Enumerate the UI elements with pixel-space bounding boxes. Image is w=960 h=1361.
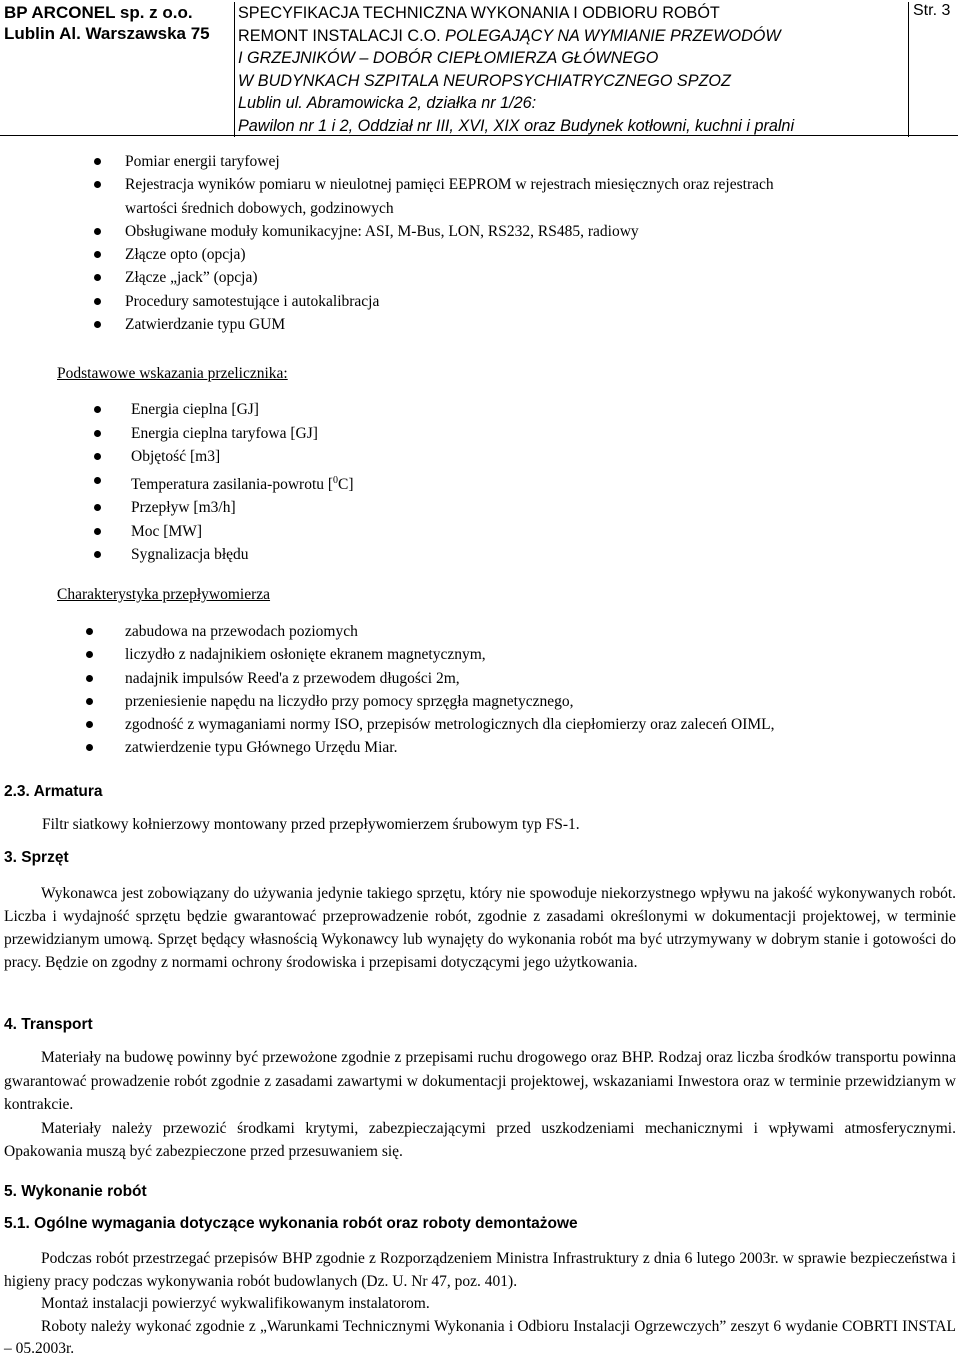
list-item: Energia cieplna [GJ]	[131, 398, 354, 422]
company-address: Lublin Al. Warszawska 75	[4, 24, 210, 43]
list-item: Objętość [m3]	[131, 445, 354, 469]
feature-list	[125, 150, 774, 336]
indications-list	[131, 398, 354, 567]
list-item: Energia cieplna taryfowa [GJ]	[131, 422, 354, 446]
list-item: Rejestracja wyników pomiaru w nieulotnej pamięci EEPROM w rejestrach miesięcznych oraz rejestrach	[125, 173, 774, 196]
list-item: Złącze opto (opcja)	[125, 243, 774, 266]
wykonanie-paragraph: Podczas robót przestrzegać przepisów BHP zgodnie z Rozporządzeniem Ministra Infrastruktury z dnia 6 lutego 2003r. w sprawie bezpieczeństwa i higieny pracy podczas wykonywania robót budowlanych (Dz. U. Nr 47, poz. 401). Montaż instalacji powierzyć wykwalifikowanym instalatorom. Roboty należy wykonać zgodnie z „Warunkami Technicznymi Wykonania i Odbioru Instalacji Ogrzewczych” zeszyt 6 wydanie COBRTI INSTAL – 05.2003r.	[4, 1250, 956, 1357]
header-divider	[0, 135, 958, 136]
list-item: zgodność z wymaganiami normy ISO, przepisów metrologicznych dla ciepłomierzy oraz zaleceń OIML,	[125, 713, 774, 736]
list-item: Pomiar energii taryfowej	[125, 150, 774, 173]
list-item: nadajnik impulsów Reed'a z przewodem długości 2m,	[125, 667, 774, 690]
flowmeter-list	[125, 620, 774, 760]
list-item: Przepływ [m3/h]	[131, 496, 354, 520]
company-block	[0, 2, 235, 137]
list-item: zatwierdzenie typu Głównego Urzędu Miar.	[125, 736, 774, 759]
spec-subtitle-line5: Lublin ul. Abramowicka 2, działka nr 1/26:	[238, 94, 537, 112]
list-item: Temperatura zasilania-powrotu [$^0$C]	[131, 469, 354, 497]
spec-subtitle-line2: REMONT INSTALACJI C.O. POLEGAJĄCY NA WYMIANIE PRZEWODÓW	[238, 26, 781, 45]
company-name: BP ARCONEL sp. z o.o.	[4, 3, 193, 22]
page-number: Str. 3	[913, 2, 951, 19]
heading-wykonanie: 5. Wykonanie robót	[4, 1183, 147, 1200]
list-item: Moc [MW]	[131, 520, 354, 544]
heading-sprzet: 3. Sprzęt	[4, 849, 69, 866]
list-item: Sygnalizacja błędu	[131, 543, 354, 567]
sprzet-paragraph: Wykonawca jest zobowiązany do używania jedynie takiego sprzętu, który nie spowoduje niekorzystnego wpływu na jakość wykonywanych robót. Liczba i wydajność sprzętu będzie gwarantować przeprowadzenie robót, zgodnie z zasadami określonymi w dokumentacji projektowej, w terminie przewidzianym umową. Sprzęt będący własnością Wykonawcy lub wynajęty do wykonania robót ma być utrzymywany w dobrym stanie i gotowości do pracy. Będzie on zgodny z normami ochrony środowiska i przepisami dotyczącymi jego użytkowania.	[4, 885, 956, 971]
list-item: Obsługiwane moduły komunikacyjne: ASI, M-Bus, LON, RS232, RS485, radiowy	[125, 220, 774, 243]
list-item: zabudowa na przewodach poziomych	[125, 620, 774, 643]
spec-title: SPECYFIKACJA TECHNICZNA WYKONANIA I ODBIORU ROBÓT	[238, 4, 720, 22]
list-item: liczydło z nadajnikiem osłonięte ekranem magnetycznym,	[125, 643, 774, 666]
heading-armatura: 2.3. Armatura	[4, 783, 103, 800]
list-item: przeniesienie napędu na liczydło przy pomocy sprzęgła magnetycznego,	[125, 690, 774, 713]
section-heading-wskazania: Podstawowe wskazania przelicznika:	[57, 365, 288, 382]
subheading-wymagania: 5.1. Ogólne wymagania dotyczące wykonania robót oraz roboty demontażowe	[4, 1215, 578, 1232]
section-heading-charakterystyka: Charakterystyka przepływomierza	[57, 586, 271, 603]
transport-paragraph: Materiały na budowę powinny być przewożone zgodnie z przepisami ruchu drogowego oraz BHP. Rodzaj oraz liczba środków transportu powinna gwarantować prowadzenie robót zgodnie z zasadami zawartymi w dokumentacji projektowej, wskazaniami Inwestora oraz w terminie przewidzianym w kontrakcie. Materiały należy przewozić środkami krytymi, zabezpieczającymi przed uszkodzeniami mechanicznymi i wpływami atmosferycznymi. Opakowania muszą być zabezpieczone przed przesuwaniem się.	[4, 1049, 956, 1160]
spec-subtitle-line4: W BUDYNKACH SZPITALA NEUROPSYCHIATRYCZNEGO SPZOZ	[238, 71, 731, 90]
spec-subtitle-line6: Pawilon nr 1 i 2, Oddział nr III, XVI, XIX oraz Budynek kotłowni, kuchni i pralni	[238, 116, 795, 135]
list-item: Zatwierdzanie typu GUM	[125, 313, 774, 336]
armatura-text: Filtr siatkowy kołnierzowy montowany przed przepływomierzem śrubowym typ FS-1.	[42, 816, 580, 833]
list-item: Procedury samotestujące i autokalibracja	[125, 290, 774, 313]
page-number-cell	[909, 2, 959, 137]
spec-title-block	[235, 2, 909, 137]
spec-subtitle-line3: I GRZEJNIKÓW – DOBÓR CIEPŁOMIERZA GŁÓWNEGO	[238, 49, 659, 67]
page-header	[0, 2, 958, 137]
list-item-continuation: wartości średnich dobowych, godzinowych	[125, 199, 394, 217]
list-item: Złącze „jack” (opcja)	[125, 266, 774, 289]
heading-transport: 4. Transport	[4, 1016, 93, 1033]
